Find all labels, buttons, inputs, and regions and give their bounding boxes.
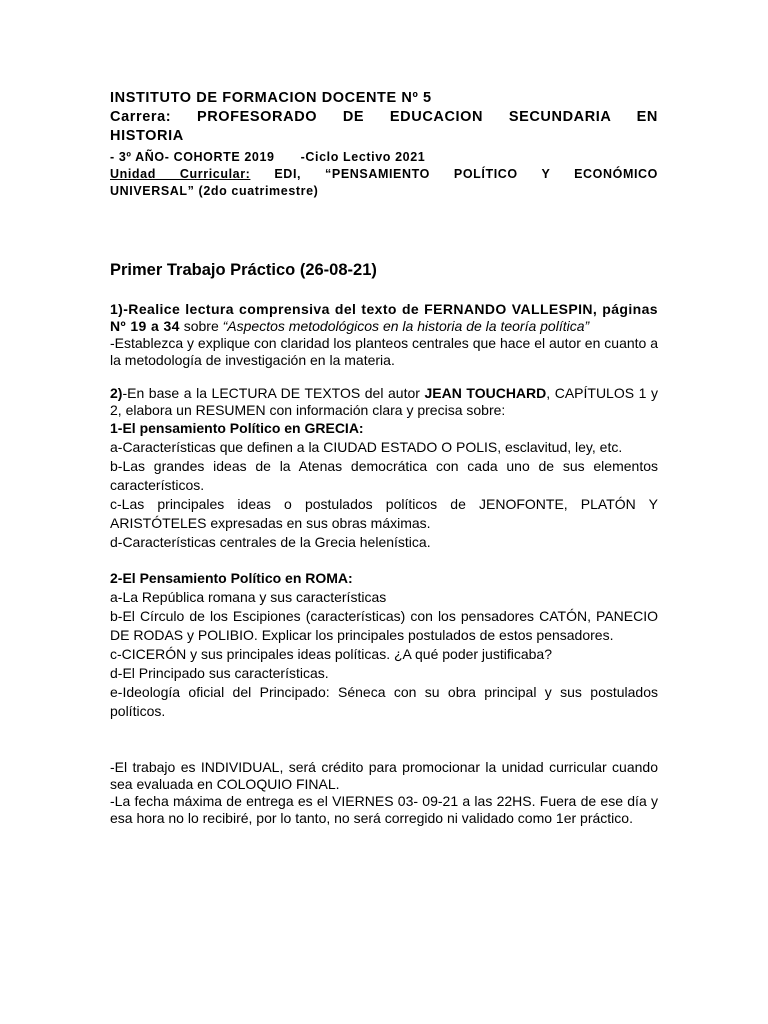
list-item: a-Características que definen a la CIUDAD ESTADO O POLIS, esclavitud, ley, etc. [110,439,623,455]
carrera-name: PROFESORADO DE EDUCACION SECUNDARIA EN [196,109,658,125]
unit-line [110,166,658,183]
unit-text: EDI, “PENSAMIENTO POLÍTICO Y ECONÓMICO [274,167,658,181]
list-item: a-La República romana y sus características [110,589,387,605]
unit-label: Unidad Curricular: [110,167,251,181]
section-2-author: JEAN TOUCHARD [424,385,547,401]
section-2-number: 2) [110,385,123,401]
carrera-label: Carrera: [110,109,172,125]
section-2-intro [110,385,658,419]
section-1-sobre: sobre [179,318,223,334]
carrera-line [110,108,658,127]
list-item: b-Las grandes ideas de la Atenas democrática con cada uno de sus elementos característicos. [110,458,658,493]
page-title: Primer Trabajo Práctico (26-08-21) [110,261,377,279]
course-cohort: COHORTE 2019 [173,150,275,164]
unit-line-2: UNIVERSAL” (2do cuatrimestre) [110,184,319,198]
section-1-task: -Establezca y explique con claridad los planteos centrales que hace el autor en cuanto a la metodología de investigación en la materia. [110,335,658,368]
section-2-text-a: -En base a la LECTURA DE TEXTOS del autor [122,385,425,401]
course-info [110,148,658,166]
list-item: c-CICERÓN y sus principales ideas políticas. ¿A qué poder justificaba? [110,646,552,662]
section-1-paragraph [110,301,658,335]
rome-heading: 2-El Pensamiento Político en ROMA: [110,570,353,586]
list-item: d-Características centrales de la Grecia helenística. [110,534,431,550]
institute-title: INSTITUTO DE FORMACION DOCENTE Nº 5 [110,90,432,106]
note-deadline: -La fecha máxima de entrega es el VIERNES 03- 09-21 a las 22HS. Fuera de ese día y esa hora no lo recibiré, por lo tanto, no será corregido ni validado como 1er práctico. [110,793,658,826]
note-individual: -El trabajo es INDIVIDUAL, será crédito para promocionar la unidad curricular cuando sea evaluada en COLOQUIO FINAL. [110,759,658,792]
list-item: e-Ideología oficial del Principado: Séneca con su obra principal y sus postulados políticos. [110,684,658,719]
list-item: b-El Círculo de los Escipiones (características) con los pensadores CATÓN, PANECIO DE RODAS y POLIBIO. Explicar los principales postulados de estos pensadores. [110,608,658,643]
carrera-line-2: HISTORIA [110,128,184,144]
course-year: - 3º AÑO- [110,150,170,164]
greece-heading: 1-El pensamiento Político en GRECIA: [110,420,364,436]
section-1-topic: “Aspectos metodológicos en la historia de la teoría política” [222,318,590,334]
section-1-instruction: 1)-Realice lectura comprensiva del texto de FERNANDO VALLESPIN, páginas Nº 19 a 34 [110,301,658,334]
course-cycle: -Ciclo Lectivo 2021 [300,150,426,164]
section-2-text-b: , CAPÍTULOS 1 y 2, elabora un RESUMEN con información clara y precisa sobre: [110,385,658,418]
list-item: d-El Principado sus características. [110,665,329,681]
list-item: c-Las principales ideas o postulados políticos de JENOFONTE, PLATÓN Y ARISTÓTELES expresadas en sus obras máximas. [110,496,658,531]
